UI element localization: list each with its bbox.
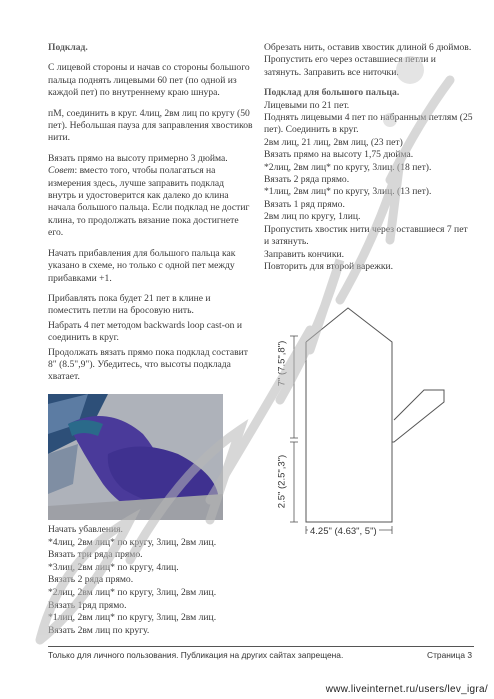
footer-notice: Только для личного пользования. Публикация на других сайтах запрещена. <box>48 650 344 660</box>
list-item: *2лиц, 2вм лиц* по кругу, 3лиц. (18 пет). <box>264 161 432 173</box>
list-item: 2вм лиц, 21 лиц, 2вм лиц, (23 пет) <box>264 136 403 148</box>
list-item: Повторить для второй варежки. <box>264 260 394 272</box>
list-item: Заправить кончики. <box>264 248 345 260</box>
text: Вязать прямо на высоту примерно 3 дюйма. <box>48 152 228 164</box>
list-item: *1лиц, 2вм лиц* по кругу, 3лиц, 2вм лиц. <box>48 612 217 624</box>
list-item: Пропустить хвостик нити через оставшиеся 7 пет и затянуть. <box>264 223 468 248</box>
paragraph: Прибавлять пока будет 21 пет в клине и поместить петли на бросовую нить. <box>48 292 211 317</box>
paragraph: С лицевой стороны и начав со стороны большого пальца поднять лицевыми 60 пет (по одной из каждой пет) по внутреннему краю шнура. <box>48 62 250 99</box>
list-item: Начать убавления. <box>48 524 123 535</box>
list-item: Вязать 2 ряда прямо. <box>48 574 134 586</box>
list-item: *1лиц, 2вм лиц* по кругу, 3лиц. (13 пет). <box>264 186 432 198</box>
paragraph: Набрать 4 пет методом backwards loop cast-on и соединить в круг. <box>48 319 243 344</box>
list-item: Вязать 2вм лиц по кругу. <box>48 624 150 636</box>
thumb-lining-heading: Подклад для большого пальца. <box>264 87 400 99</box>
list-item: *2лиц, 2вм лиц* по кругу, 3лиц, 2вм лиц. <box>48 586 217 598</box>
cuff-height-label: 2.5" (2.5",3") <box>277 442 288 522</box>
page-number: Страница 3 <box>427 650 472 660</box>
tip-text: : вместо того, чтобы полагаться на измерения здесь, лучше заправить подклад внутрь и удостоверится как далеко до клина начала большого пальца. Если подклад не достиг клина, то продолжать вязание пока достигнете его. <box>48 165 250 239</box>
list-item: Вязать 2 ряда прямо. <box>264 174 350 186</box>
schematic-drawing <box>276 300 448 548</box>
list-item: Вязать 1ряд прямо. <box>48 599 127 611</box>
list-item: Лицевыми по 21 пет. <box>264 99 350 111</box>
paragraph: Начать прибавления для большого пальца как указано в схеме, но только с одной пет между прибавками +1. <box>48 247 236 284</box>
list-item: 2вм лиц по кругу, 1лиц. <box>264 211 361 223</box>
footer-divider <box>48 646 474 647</box>
list-item: *3лиц, 2вм лиц* по кругу, 4лиц. <box>48 561 179 573</box>
lining-heading: Подклад. <box>48 42 88 53</box>
list-item: Вязать прямо на высоту 1,75 дюйма. <box>264 149 414 161</box>
decrease-steps <box>48 524 258 637</box>
height-label: 7" (7.5",8") <box>277 324 288 404</box>
paragraph <box>48 153 253 240</box>
site-url: www.liveinternet.ru/users/lev_igra/ <box>325 684 488 695</box>
left-column <box>48 42 253 392</box>
mitten-illustration <box>48 394 223 520</box>
paragraph: Обрезать нить, оставив хвостик длиной 6 дюймов. Пропустить его через оставшиеся петли и затянуть. Заправить все ниточки. <box>264 42 472 78</box>
right-column <box>264 42 474 273</box>
list-item: *4лиц, 2вм лиц* по кругу, 3лиц, 2вм лиц. <box>48 536 217 548</box>
mitten-schematic <box>276 300 448 548</box>
list-item: Вязать 1 ряд прямо. <box>264 198 345 210</box>
paragraph: пМ, соединить в круг. 4лиц, 2вм лиц по кругу (50 пет). Небольшая пауза для заправления хвостиков нити. <box>48 107 253 144</box>
list-item: Поднять лицевыми 4 пет по набранным петлям (25 пет). Соединить в круг. <box>264 112 473 136</box>
list-item: Вязать три ряда прямо. <box>48 549 143 561</box>
mitten-photo <box>48 394 223 520</box>
width-label: 4.25" (4.63", 5") <box>310 526 377 537</box>
paragraph: Продолжать вязать прямо пока подклад составит 8" (8.5",9"). Убедитесь, что высоты подклада хватает. <box>48 346 248 383</box>
tip-label: Совет <box>48 165 75 177</box>
